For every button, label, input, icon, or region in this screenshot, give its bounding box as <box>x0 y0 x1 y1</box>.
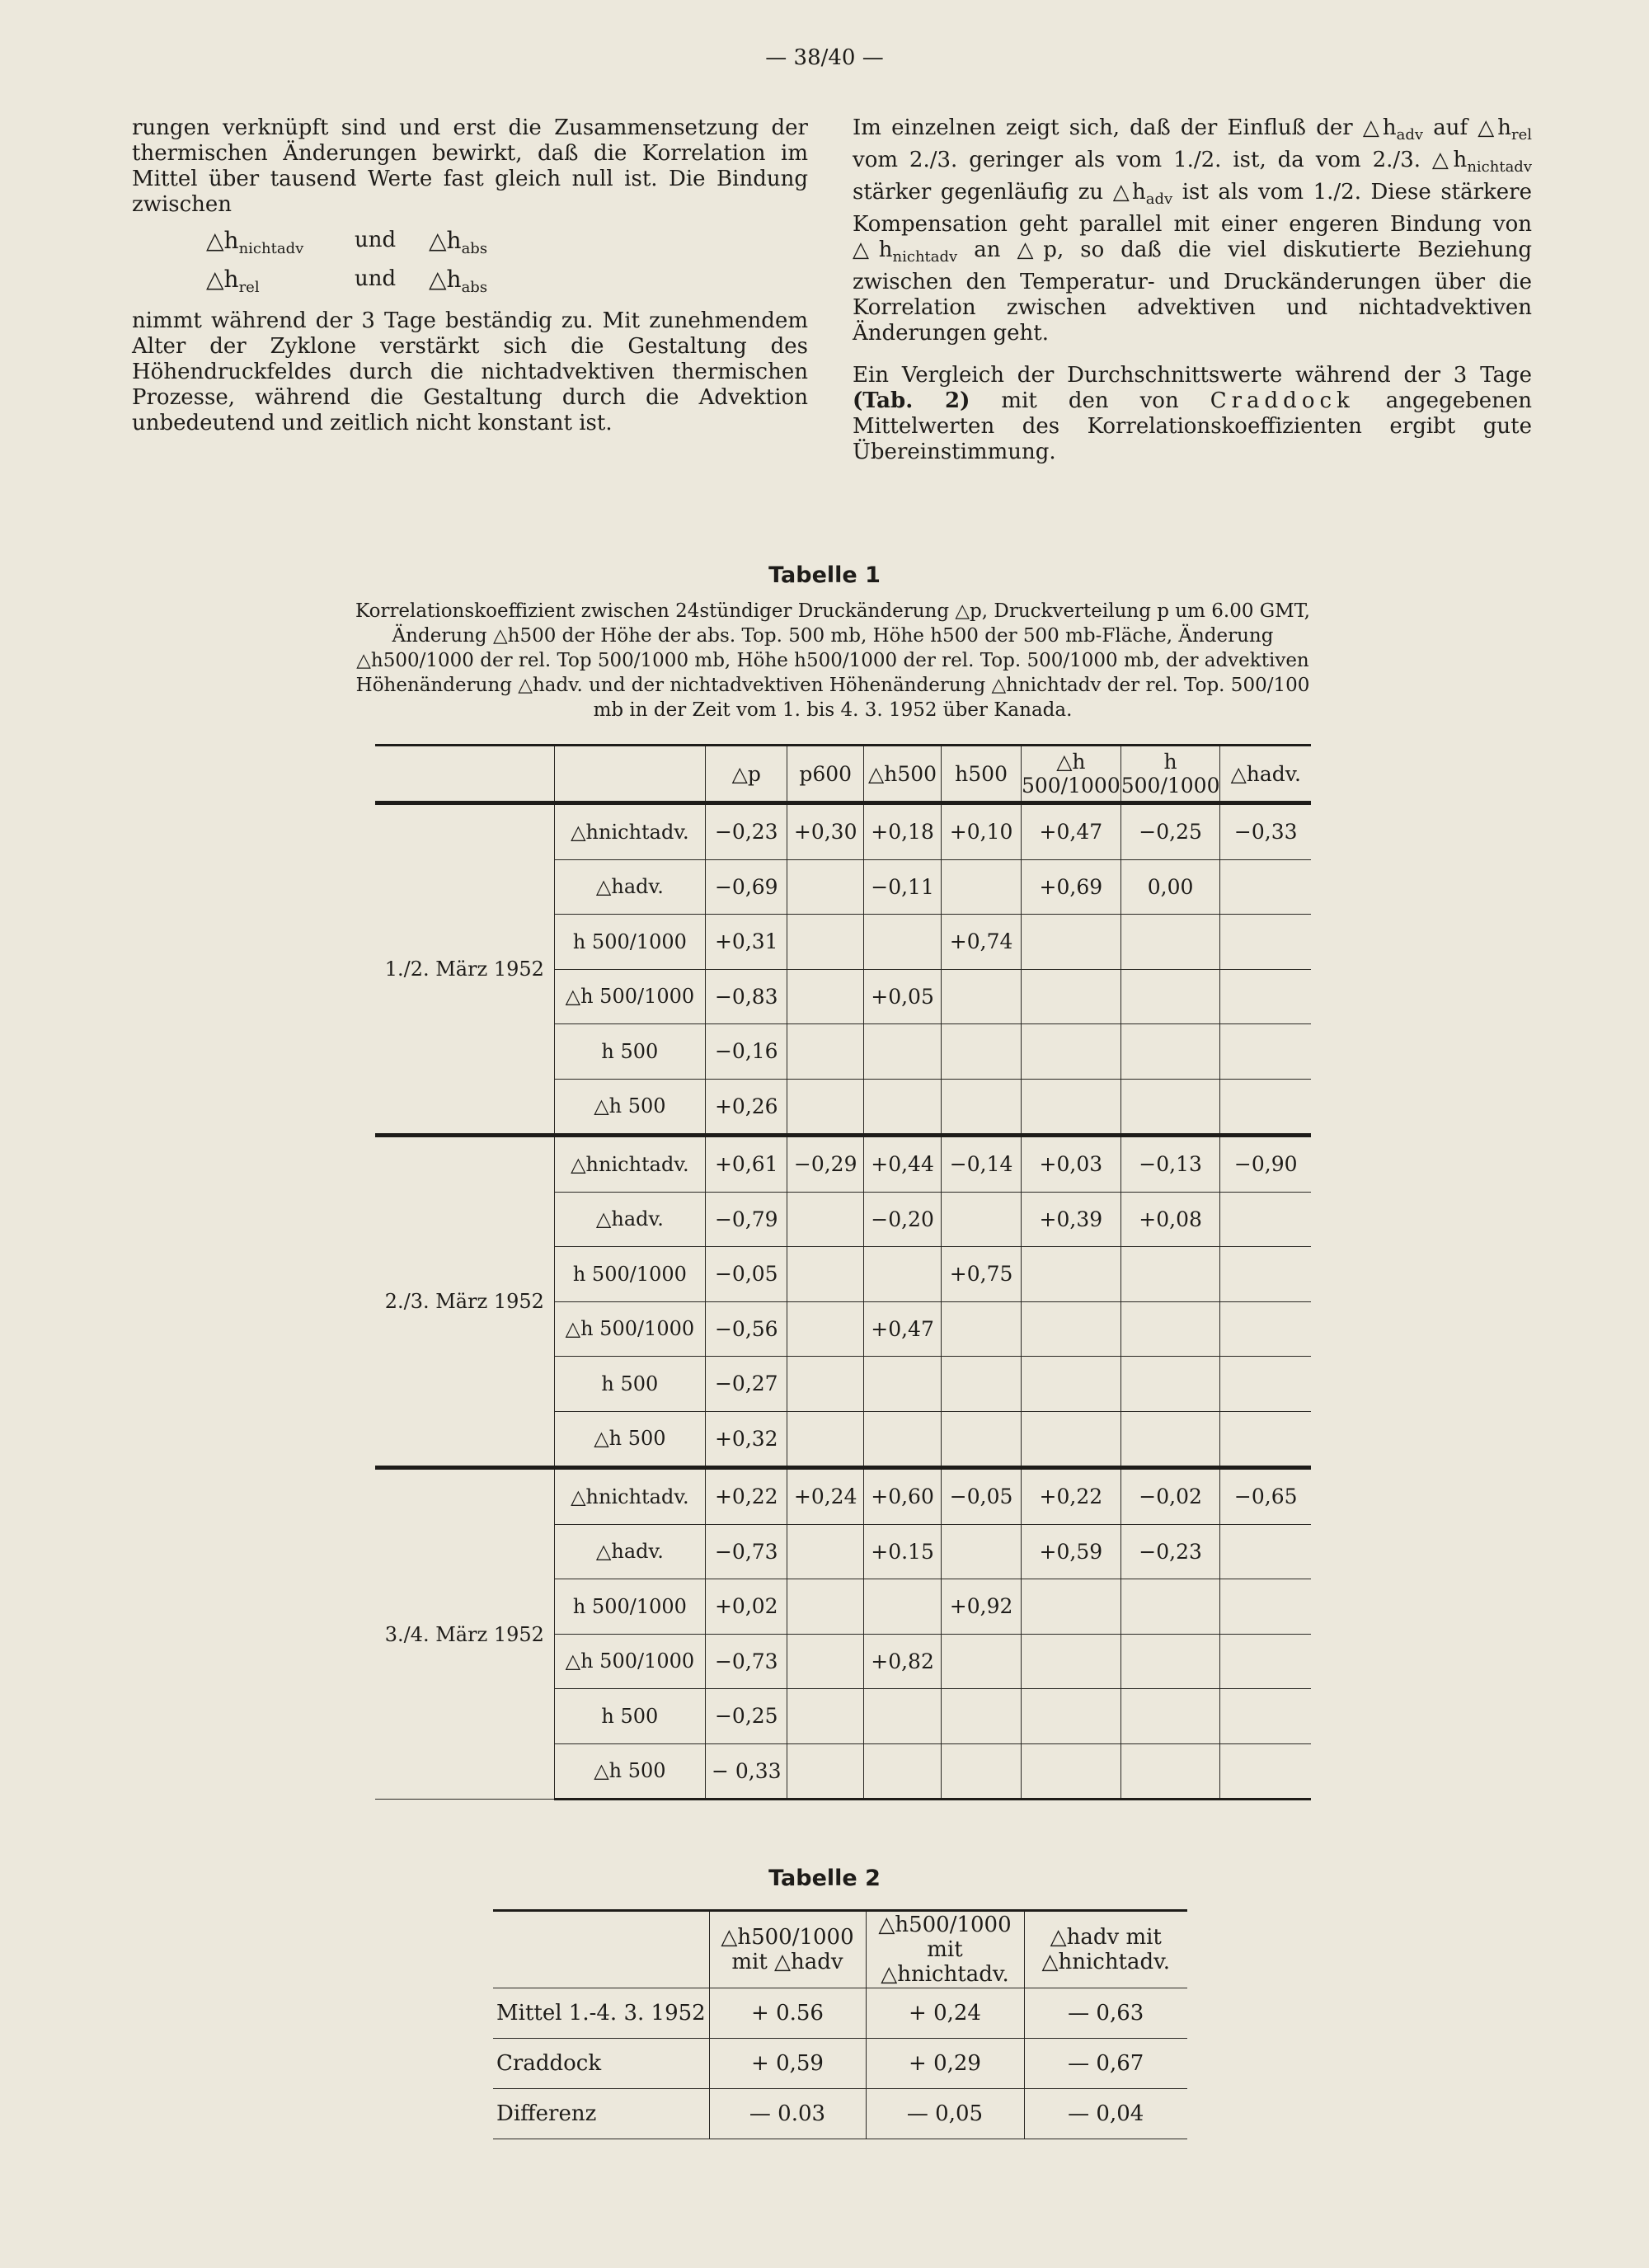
table1-cell <box>942 1301 1022 1357</box>
table1-cell: +0,32 <box>706 1411 787 1468</box>
table1-cell <box>863 1411 941 1468</box>
table1-cell: −0,13 <box>1120 1136 1220 1193</box>
page-number: — 38/40 — <box>765 45 884 70</box>
table1-cell <box>787 1301 863 1357</box>
table1-cell <box>787 859 863 915</box>
table2-cell: + 0.56 <box>709 1988 866 2039</box>
table1-cell: +0,18 <box>863 803 941 860</box>
table2-cell: + 0,59 <box>709 2039 866 2089</box>
table1-cell <box>1021 969 1120 1024</box>
table1-cell: +0,82 <box>863 1634 941 1689</box>
table1-col-header: △h500 <box>863 746 941 803</box>
table1-cell <box>1120 1247 1220 1302</box>
table1-cell <box>1220 1357 1311 1412</box>
table2-row <box>493 1988 1187 2039</box>
table1-cell <box>863 1689 941 1744</box>
table1-cell: +0,22 <box>1021 1468 1120 1525</box>
table1-cell: +0,10 <box>942 803 1022 860</box>
left-column <box>132 115 808 436</box>
right-paragraph-1: Im einzelnen zeigt sich, daß der Einfluß der $\triangle h_{adv}$ auf $\triangle h_{rel}$ vom 2./3. geringer als vom 1./2. ist, da vom 2./3. $\triangle h_{nichtadv}$ stärker gegenläufig zu $\triangle h_{adv}$ ist als vom 1./2. Diese stärkere Kompensation geht parallel mit einer engeren Bindung von $\triangle h_{nichtadv}$ an △p, so daß die viel diskutierte Beziehung zwischen den Temperatur- und Druckänderungen über die Korrelation zwischen advektiven und nichtadvektiven Änderungen geht. <box>853 115 1532 346</box>
table1-cell <box>942 1524 1022 1579</box>
table2-row-label: Differenz <box>493 2089 709 2139</box>
table1-cell <box>787 1411 863 1468</box>
table1-cell: +0,44 <box>863 1136 941 1193</box>
table1-cell <box>1220 915 1311 970</box>
table1-cell <box>787 915 863 970</box>
table1-corner <box>554 746 705 803</box>
table1-cell: −0,27 <box>706 1357 787 1412</box>
table1-cell: +0,47 <box>863 1301 941 1357</box>
table1-row-label: △hnichtadv. <box>554 1468 705 1525</box>
table1-cell: +0,31 <box>706 915 787 970</box>
table1-row-label: △hadv. <box>554 859 705 915</box>
table1-cell <box>942 1689 1022 1744</box>
table1-cell <box>1120 1579 1220 1635</box>
table1-cell: +0,39 <box>1021 1192 1120 1247</box>
table1-cell: −0,23 <box>706 803 787 860</box>
table1-cell <box>787 1634 863 1689</box>
table2-cell: — 0,05 <box>866 2089 1024 2139</box>
table1-col-header: △hadv. <box>1220 746 1311 803</box>
table1-row-label: △hnichtadv. <box>554 1136 705 1193</box>
table1-cell <box>1120 1634 1220 1689</box>
table1-cell <box>1021 1689 1120 1744</box>
table1-cell <box>1120 1411 1220 1468</box>
table1-cell: −0,25 <box>1120 803 1220 860</box>
table1-cell <box>1220 1689 1311 1744</box>
table1-cell: +0,24 <box>787 1468 863 1525</box>
table1-cell <box>1021 1301 1120 1357</box>
table1-row-label: h 500 <box>554 1689 705 1744</box>
table1-cell <box>1220 1743 1311 1800</box>
table1-cell: −0,02 <box>1120 1468 1220 1525</box>
table1-row-label: △hadv. <box>554 1192 705 1247</box>
table1-col-header: h 500/1000 <box>1120 746 1220 803</box>
table1-cell: +0,03 <box>1021 1136 1120 1193</box>
table1-row-label: h 500 <box>554 1357 705 1412</box>
table2-cell: — 0,67 <box>1024 2039 1187 2089</box>
table1-cell <box>787 1024 863 1080</box>
table1-period-label: 2./3. März 1952 <box>375 1136 554 1468</box>
table1-cell <box>1120 1357 1220 1412</box>
table1-cell: −0,23 <box>1120 1524 1220 1579</box>
table1-cell <box>1220 1024 1311 1080</box>
table1-cell: −0,05 <box>942 1468 1022 1525</box>
table2-row-label: Craddock <box>493 2039 709 2089</box>
table1-cell <box>787 1357 863 1412</box>
table2-cell: — 0,63 <box>1024 1988 1187 2039</box>
table1-row-label: △h 500 <box>554 1079 705 1136</box>
table1-cell <box>787 1524 863 1579</box>
table1-col-header: h500 <box>942 746 1022 803</box>
table1-cell <box>1220 1192 1311 1247</box>
table1-row <box>375 1136 1311 1193</box>
table2-title: Tabelle 2 <box>768 1866 881 1891</box>
table1-cell <box>942 1743 1022 1800</box>
table1-cell: +0,05 <box>863 969 941 1024</box>
table1-cell <box>863 1579 941 1635</box>
table1-row <box>375 1468 1311 1525</box>
table2-cell: — 0.03 <box>709 2089 866 2139</box>
table1-cell <box>1021 1411 1120 1468</box>
table1-cell <box>1120 915 1220 970</box>
table1-row-label: △h 500/1000 <box>554 1634 705 1689</box>
table1-row-label: △h 500 <box>554 1411 705 1468</box>
table1-cell <box>787 1079 863 1136</box>
table1-cell <box>1120 1301 1220 1357</box>
eq-conj: und <box>355 266 397 291</box>
table1-cell: +0,61 <box>706 1136 787 1193</box>
table2-row <box>493 2039 1187 2089</box>
table1-cell <box>863 1357 941 1412</box>
table1-cell: +0.15 <box>863 1524 941 1579</box>
table1-cell: −0,20 <box>863 1192 941 1247</box>
table1-row <box>375 803 1311 860</box>
table1-cell <box>1220 1634 1311 1689</box>
table1-cell <box>942 1411 1022 1468</box>
table1-cell <box>1220 1579 1311 1635</box>
table1-cell: −0,83 <box>706 969 787 1024</box>
table1-cell: +0,59 <box>1021 1524 1120 1579</box>
table1-cell <box>1220 969 1311 1024</box>
table1-cell <box>787 1689 863 1744</box>
table1-cell <box>1220 1524 1311 1579</box>
table1-row-label: △hadv. <box>554 1524 705 1579</box>
table1-cell: −0,33 <box>1220 803 1311 860</box>
table2-corner <box>493 1911 709 1988</box>
table1-cell <box>1120 1743 1220 1800</box>
table1-cell <box>1220 1247 1311 1302</box>
table2-header-row <box>493 1911 1187 1988</box>
table1-cell <box>1021 1743 1120 1800</box>
table1-cell <box>942 1357 1022 1412</box>
table1-cell <box>863 1024 941 1080</box>
table1-cell <box>787 969 863 1024</box>
table2-row <box>493 2089 1187 2139</box>
table1-col-header: △p <box>706 746 787 803</box>
table1-cell <box>942 969 1022 1024</box>
table1-cell <box>787 1192 863 1247</box>
table1-cell <box>1021 1579 1120 1635</box>
table1-cell: −0,90 <box>1220 1136 1311 1193</box>
table1-cell: −0,14 <box>942 1136 1022 1193</box>
table1-cell: +0,02 <box>706 1579 787 1635</box>
table1-cell <box>1220 1301 1311 1357</box>
table1-cell <box>863 1247 941 1302</box>
table1-row-label: △h 500/1000 <box>554 969 705 1024</box>
table1-cell <box>942 1079 1022 1136</box>
table1-cell: +0,60 <box>863 1468 941 1525</box>
table2 <box>493 1909 1187 2139</box>
table1-corner <box>375 746 554 803</box>
table1-cell: −0,69 <box>706 859 787 915</box>
table1-cell <box>942 859 1022 915</box>
table1 <box>375 744 1311 1800</box>
table1-cell <box>1120 1024 1220 1080</box>
table1-cell: +0,47 <box>1021 803 1120 860</box>
eq-term: $\triangle h_{abs}$ <box>429 227 488 257</box>
table1-period-label: 3./4. März 1952 <box>375 1468 554 1800</box>
table2-cell: + 0,29 <box>866 2039 1024 2089</box>
table1-cell: 0,00 <box>1120 859 1220 915</box>
table1-cell: −0,73 <box>706 1524 787 1579</box>
table1-cell <box>1120 969 1220 1024</box>
table1-cell <box>1220 859 1311 915</box>
right-column <box>853 115 1532 465</box>
table1-cell: −0,73 <box>706 1634 787 1689</box>
table1-cell <box>1021 1079 1120 1136</box>
table1-cell <box>1220 1411 1311 1468</box>
table1-cell <box>942 1634 1022 1689</box>
table1-cell <box>1120 1079 1220 1136</box>
table1-cell: +0,92 <box>942 1579 1022 1635</box>
table1-row-label: h 500/1000 <box>554 915 705 970</box>
eq-term: $\triangle h_{rel}$ <box>206 266 260 296</box>
table1-cell: −0,25 <box>706 1689 787 1744</box>
table1-cell <box>1021 915 1120 970</box>
table1-col-header: △h 500/1000 <box>1021 746 1120 803</box>
table1-cell: +0,75 <box>942 1247 1022 1302</box>
right-paragraph-2: Ein Vergleich der Durchschnittswerte während der 3 Tage (Tab. 2) mit den von Craddock angegebenen Mittelwerten des Korrelationskoeffizienten ergibt gute Übereinstimmung. <box>853 363 1533 464</box>
table1-cell <box>787 1247 863 1302</box>
table1-cell <box>1021 1357 1120 1412</box>
eq-conj: und <box>355 228 397 252</box>
table1-row-label: h 500/1000 <box>554 1247 705 1302</box>
binding-equation <box>206 228 808 300</box>
table1-row-label: h 500 <box>554 1024 705 1080</box>
table2-col-header: △h500/1000 mit △hnichtadv. <box>866 1911 1024 1988</box>
table1-row-label: h 500/1000 <box>554 1579 705 1635</box>
table1-cell <box>1021 1247 1120 1302</box>
table1-cell: −0,29 <box>787 1136 863 1193</box>
table2-cell: — 0,04 <box>1024 2089 1187 2139</box>
eq-term: $\triangle h_{nichtadv}$ <box>206 227 304 257</box>
table1-cell: +0,74 <box>942 915 1022 970</box>
table1-cell: +0,26 <box>706 1079 787 1136</box>
table1-cell: +0,69 <box>1021 859 1120 915</box>
table1-cell: − 0,33 <box>706 1743 787 1800</box>
table1-period-label: 1./2. März 1952 <box>375 803 554 1136</box>
table1-cell: −0,65 <box>1220 1468 1311 1525</box>
table1-cell <box>863 915 941 970</box>
eq-term: $\triangle h_{abs}$ <box>429 266 488 296</box>
table2-cell: + 0,24 <box>866 1988 1024 2039</box>
table1-col-header: p600 <box>787 746 863 803</box>
table1-cell <box>942 1024 1022 1080</box>
table1-cell <box>942 1192 1022 1247</box>
table1-cell <box>1021 1024 1120 1080</box>
table2-col-header: △hadv mit △hnichtadv. <box>1024 1911 1187 1988</box>
table1-cell: −0,16 <box>706 1024 787 1080</box>
table1-cell <box>1021 1634 1120 1689</box>
table1-cell: +0,22 <box>706 1468 787 1525</box>
table1-cell: −0,05 <box>706 1247 787 1302</box>
table2-row-label: Mittel 1.-4. 3. 1952 <box>493 1988 709 2039</box>
table1-cell: −0,11 <box>863 859 941 915</box>
left-paragraph-1: rungen verknüpft sind und erst die Zusammensetzung der thermischen Änderungen bewirkt, daß die Korrelation im Mittel über tausend Werte fast gleich null ist. Die Bindung zwischen <box>132 115 808 217</box>
left-paragraph-2: nimmt während der 3 Tage beständig zu. Mit zunehmendem Alter der Zyklone verstärkt sich die Gestaltung des Höhendruckfeldes durch die nichtadvektiven thermischen Prozesse, während die Gestaltung durch die Advektion unbedeutend und zeitlich nicht konstant ist. <box>132 308 808 435</box>
table2-col-header: △h500/1000 mit △hadv <box>709 1911 866 1988</box>
table1-cell <box>787 1743 863 1800</box>
table1-caption: Korrelationskoeffizient zwischen 24stündiger Druckänderung △p, Druckverteilung p um 6.00 GMT, Änderung △h500 der Höhe der abs. Top. 500 mb, Höhe h500 der 500 mb-Fläche, Änderung △h500/1000 der rel. Top 500/1000 mb, Höhe h500/1000 der rel. Top. 500/1000 mb, der advektiven Höhenänderung △hadv. und der nichtadvektiven Höhenänderung △hnichtadv der rel. Top. 500/100 mb in der Zeit vom 1. bis 4. 3. 1952 über Kanada. <box>355 600 1310 721</box>
table1-title: Tabelle 1 <box>768 562 881 588</box>
table1-header-row <box>375 746 1311 803</box>
table1-row-label: △h 500 <box>554 1743 705 1800</box>
table1-cell <box>1220 1079 1311 1136</box>
table1-row-label: △h 500/1000 <box>554 1301 705 1357</box>
table1-row-label: △hnichtadv. <box>554 803 705 860</box>
table1-cell <box>863 1743 941 1800</box>
table1-cell: −0,79 <box>706 1192 787 1247</box>
table1-cell: −0,56 <box>706 1301 787 1357</box>
table1-cell <box>1120 1689 1220 1744</box>
table1-cell: +0,30 <box>787 803 863 860</box>
table1-cell <box>863 1079 941 1136</box>
table1-cell: +0,08 <box>1120 1192 1220 1247</box>
table1-cell <box>787 1579 863 1635</box>
